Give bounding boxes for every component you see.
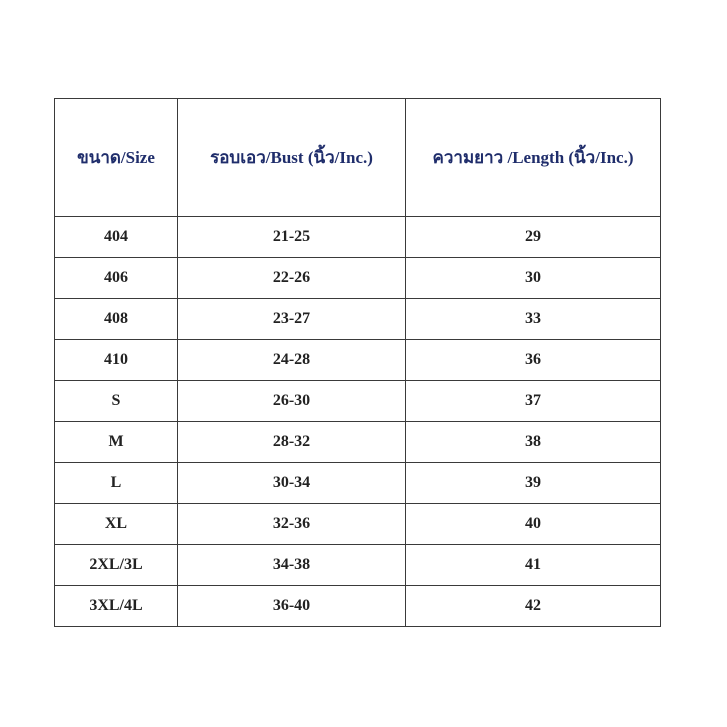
- table-row: [55, 545, 661, 586]
- cell-bust: 30-34: [178, 463, 406, 504]
- table-row: [55, 504, 661, 545]
- cell-bust: 34-38: [178, 545, 406, 586]
- cell-length: 39: [406, 463, 661, 504]
- cell-size: 410: [55, 340, 178, 381]
- table-row: [55, 258, 661, 299]
- table-row: [55, 299, 661, 340]
- table-row: [55, 586, 661, 627]
- header-size: ขนาด/Size: [55, 99, 178, 217]
- cell-length: 40: [406, 504, 661, 545]
- cell-size: 406: [55, 258, 178, 299]
- cell-size: 408: [55, 299, 178, 340]
- table-row: [55, 422, 661, 463]
- cell-bust: 21-25: [178, 217, 406, 258]
- cell-bust: 22-26: [178, 258, 406, 299]
- cell-length: 33: [406, 299, 661, 340]
- cell-length: 30: [406, 258, 661, 299]
- cell-size: 2XL/3L: [55, 545, 178, 586]
- cell-bust: 28-32: [178, 422, 406, 463]
- cell-length: 29: [406, 217, 661, 258]
- cell-size: 3XL/4L: [55, 586, 178, 627]
- cell-bust: 36-40: [178, 586, 406, 627]
- header-row: [55, 99, 661, 217]
- cell-size: L: [55, 463, 178, 504]
- cell-bust: 32-36: [178, 504, 406, 545]
- table-row: [55, 381, 661, 422]
- cell-length: 41: [406, 545, 661, 586]
- cell-length: 42: [406, 586, 661, 627]
- cell-bust: 23-27: [178, 299, 406, 340]
- cell-size: M: [55, 422, 178, 463]
- cell-length: 37: [406, 381, 661, 422]
- header-length: ความยาว /Length (นิ้ว/Inc.): [406, 99, 661, 217]
- cell-bust: 24-28: [178, 340, 406, 381]
- cell-length: 36: [406, 340, 661, 381]
- cell-size: S: [55, 381, 178, 422]
- size-chart-table: [54, 98, 661, 627]
- table-row: [55, 340, 661, 381]
- table-row: [55, 217, 661, 258]
- cell-length: 38: [406, 422, 661, 463]
- table-row: [55, 463, 661, 504]
- cell-bust: 26-30: [178, 381, 406, 422]
- cell-size: 404: [55, 217, 178, 258]
- cell-size: XL: [55, 504, 178, 545]
- header-bust: รอบเอว/Bust (นิ้ว/Inc.): [178, 99, 406, 217]
